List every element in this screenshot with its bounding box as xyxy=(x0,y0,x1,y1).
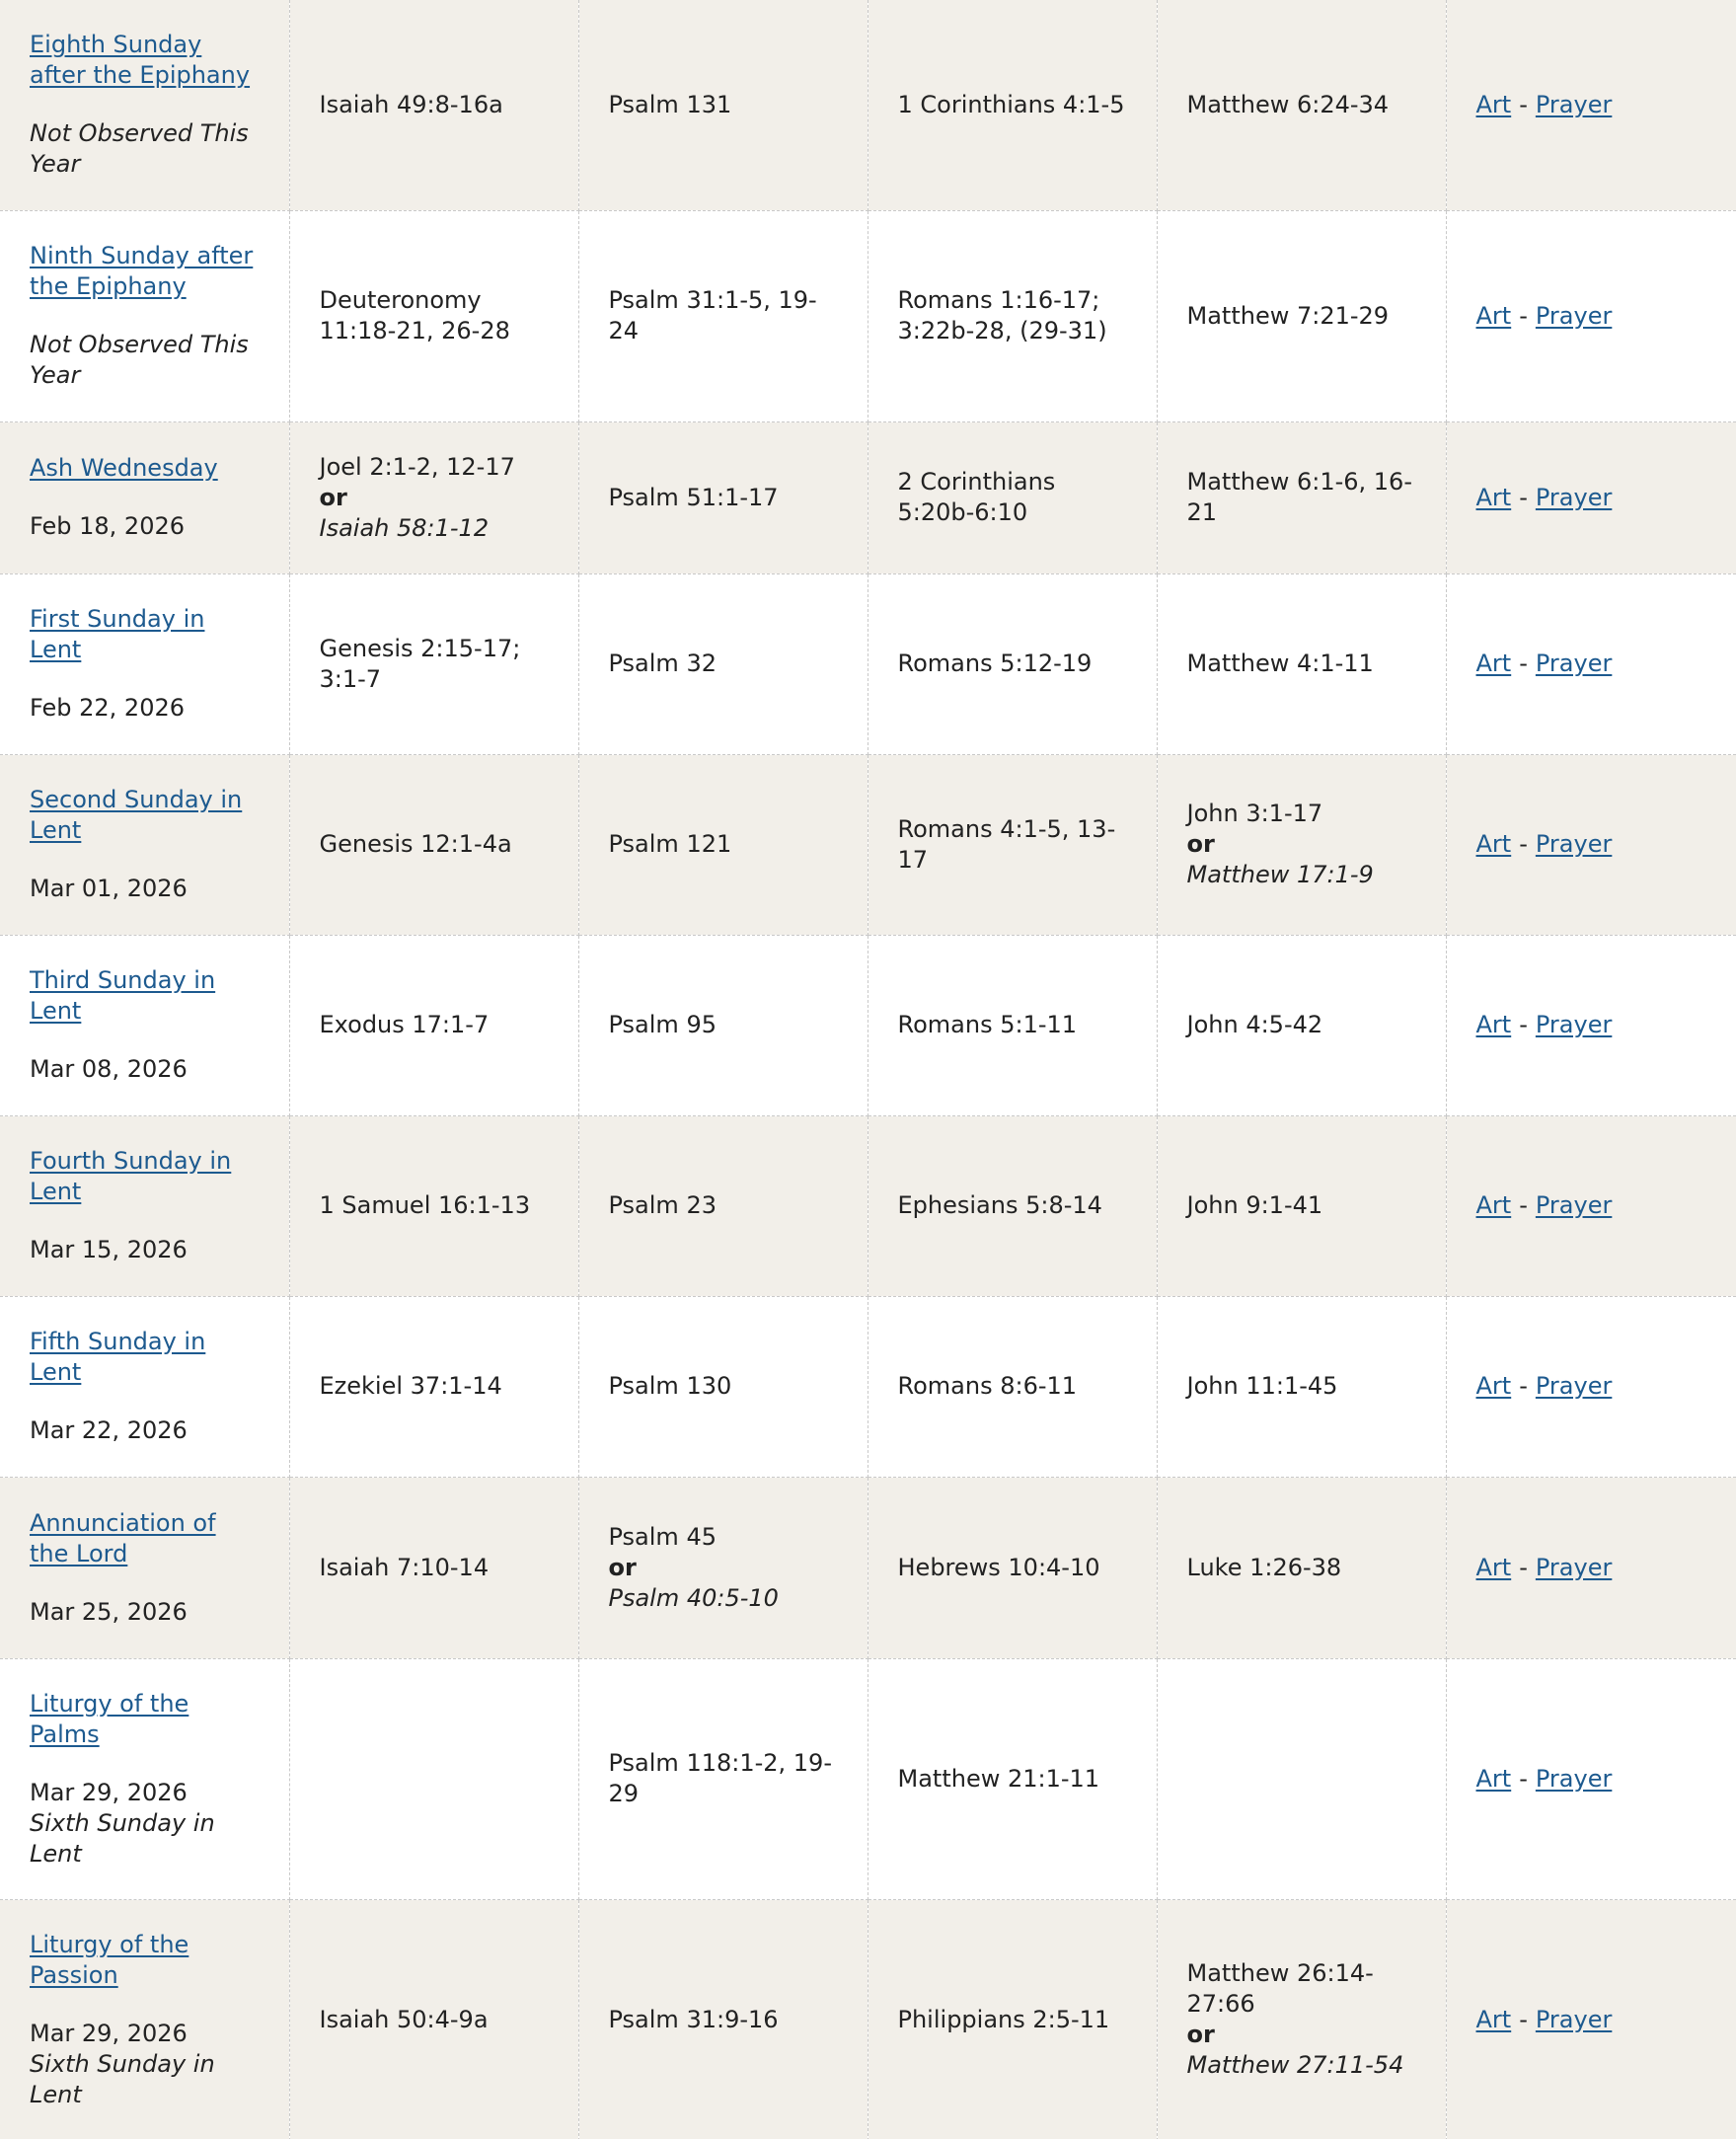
gospel-cell xyxy=(1157,210,1446,421)
day-cell xyxy=(0,1899,289,2139)
second-reading: Romans 1:16-17; 3:22b-28, (29-31) xyxy=(897,286,1107,344)
day-link[interactable]: Fifth Sunday in Lent xyxy=(30,1328,206,1386)
psalm-reading: Psalm 131 xyxy=(608,90,732,118)
day-note: Sixth Sunday in Lent xyxy=(30,1808,215,1868)
first-reading: Genesis 12:1-4a xyxy=(319,830,512,858)
second-reading: 1 Corinthians 4:1-5 xyxy=(897,90,1125,118)
resources-cell xyxy=(1446,935,1736,1115)
prayer-link[interactable]: Prayer xyxy=(1535,649,1613,677)
second-reading-cell xyxy=(868,421,1157,573)
prayer-link[interactable]: Prayer xyxy=(1535,90,1613,118)
prayer-link[interactable]: Prayer xyxy=(1535,483,1613,511)
resources-cell xyxy=(1446,1296,1736,1477)
day-link[interactable]: Annunciation of the Lord xyxy=(30,1508,216,1567)
table-row xyxy=(0,1477,1736,1658)
resources-cell xyxy=(1446,421,1736,573)
day-note: Not Observed This Year xyxy=(30,331,249,389)
table-row xyxy=(0,1658,1736,1899)
first-reading: Genesis 2:15-17; 3:1-7 xyxy=(319,634,521,693)
gospel-cell xyxy=(1157,754,1446,935)
psalm-cell xyxy=(578,1899,868,2139)
day-link[interactable]: Eighth Sunday after the Epiphany xyxy=(30,31,251,90)
first-reading-cell xyxy=(289,0,578,210)
art-link[interactable]: Art xyxy=(1475,830,1512,858)
table-row xyxy=(0,754,1736,935)
day-date: Feb 22, 2026 xyxy=(30,694,185,722)
psalm-reading: Psalm 118:1-2, 19-29 xyxy=(608,1749,832,1807)
day-link[interactable]: Second Sunday in Lent xyxy=(30,786,243,844)
day-date: Mar 29, 2026 xyxy=(30,1778,188,1806)
day-cell xyxy=(0,1296,289,1477)
day-date: Mar 08, 2026 xyxy=(30,1055,188,1083)
second-reading: 2 Corinthians 5:20b-6:10 xyxy=(897,468,1056,526)
second-reading-cell xyxy=(868,1899,1157,2139)
second-reading: Romans 8:6-11 xyxy=(897,1372,1078,1400)
second-reading-cell xyxy=(868,754,1157,935)
art-link[interactable]: Art xyxy=(1475,483,1512,511)
gospel-reading: Matthew 26:14-27:66 xyxy=(1186,1959,1374,2018)
second-reading: Hebrews 10:4-10 xyxy=(897,1553,1100,1581)
first-reading-cell xyxy=(289,1477,578,1658)
gospel-cell xyxy=(1157,0,1446,210)
art-link[interactable]: Art xyxy=(1475,1553,1512,1581)
day-cell xyxy=(0,1115,289,1296)
psalm-reading: Psalm 51:1-17 xyxy=(608,483,779,511)
psalm-reading: Psalm 121 xyxy=(608,830,732,858)
psalm-cell xyxy=(578,935,868,1115)
link-separator: - xyxy=(1519,1372,1528,1400)
psalm-reading: Psalm 23 xyxy=(608,1191,717,1219)
second-reading-cell xyxy=(868,1115,1157,1296)
table-row xyxy=(0,421,1736,573)
second-reading-cell xyxy=(868,935,1157,1115)
day-note: Sixth Sunday in Lent xyxy=(30,2049,215,2108)
art-link[interactable]: Art xyxy=(1475,1764,1512,1793)
second-reading: Romans 5:1-11 xyxy=(897,1011,1078,1038)
first-reading-cell xyxy=(289,1658,578,1899)
gospel-reading: John 3:1-17 xyxy=(1186,800,1323,827)
day-cell xyxy=(0,210,289,421)
resources-cell xyxy=(1446,573,1736,754)
second-reading: Ephesians 5:8-14 xyxy=(897,1191,1102,1219)
art-link[interactable]: Art xyxy=(1475,90,1512,118)
link-separator: - xyxy=(1519,649,1528,677)
psalm-reading: Psalm 31:9-16 xyxy=(608,2005,779,2033)
table-row xyxy=(0,573,1736,754)
alternate-reading: Psalm 40:5-10 xyxy=(608,1583,779,1612)
day-date: Mar 15, 2026 xyxy=(30,1236,188,1263)
gospel-cell xyxy=(1157,1115,1446,1296)
psalm-cell xyxy=(578,1477,868,1658)
gospel-cell xyxy=(1157,421,1446,573)
gospel-reading: Matthew 7:21-29 xyxy=(1186,301,1390,330)
day-date: Mar 22, 2026 xyxy=(30,1416,188,1444)
second-reading: Philippians 2:5-11 xyxy=(897,2005,1110,2033)
day-link[interactable]: Fourth Sunday in Lent xyxy=(30,1147,232,1205)
first-reading: Isaiah 7:10-14 xyxy=(319,1553,490,1581)
first-reading-cell xyxy=(289,1899,578,2139)
day-cell xyxy=(0,573,289,754)
gospel-cell xyxy=(1157,1477,1446,1658)
table-row xyxy=(0,1899,1736,2139)
gospel-reading: Matthew 4:1-11 xyxy=(1186,649,1374,677)
resources-cell xyxy=(1446,1477,1736,1658)
psalm-reading: Psalm 31:1-5, 19-24 xyxy=(608,286,817,344)
resources-cell xyxy=(1446,1899,1736,2139)
or-label: or xyxy=(319,483,347,511)
day-date: Mar 25, 2026 xyxy=(30,1597,188,1626)
psalm-cell xyxy=(578,573,868,754)
table-row xyxy=(0,1115,1736,1296)
first-reading: Ezekiel 37:1-14 xyxy=(319,1372,502,1400)
link-separator: - xyxy=(1519,301,1528,330)
art-link[interactable]: Art xyxy=(1475,649,1512,677)
second-reading: Matthew 21:1-11 xyxy=(897,1764,1100,1793)
second-reading-cell xyxy=(868,210,1157,421)
first-reading-cell xyxy=(289,1296,578,1477)
first-reading: Isaiah 49:8-16a xyxy=(319,90,503,118)
gospel-reading: Matthew 6:1-6, 16-21 xyxy=(1186,468,1412,526)
day-cell xyxy=(0,754,289,935)
prayer-link[interactable]: Prayer xyxy=(1535,1191,1613,1219)
first-reading-cell xyxy=(289,210,578,421)
gospel-reading: John 4:5-42 xyxy=(1186,1011,1323,1038)
psalm-cell xyxy=(578,1115,868,1296)
gospel-cell xyxy=(1157,573,1446,754)
gospel-cell xyxy=(1157,1296,1446,1477)
day-date: Mar 29, 2026 xyxy=(30,2019,188,2047)
link-separator: - xyxy=(1519,1553,1528,1581)
table-row xyxy=(0,210,1736,421)
day-note: Not Observed This Year xyxy=(30,119,249,179)
day-date: Mar 01, 2026 xyxy=(30,875,188,902)
day-date: Feb 18, 2026 xyxy=(30,512,185,540)
second-reading: Romans 5:12-19 xyxy=(897,649,1093,677)
day-link[interactable]: Third Sunday in Lent xyxy=(30,966,216,1025)
prayer-link[interactable]: Prayer xyxy=(1535,2005,1613,2033)
first-reading-cell xyxy=(289,935,578,1115)
day-cell xyxy=(0,935,289,1115)
gospel-cell xyxy=(1157,935,1446,1115)
day-link[interactable]: Ash Wednesday xyxy=(30,454,218,482)
first-reading: Isaiah 50:4-9a xyxy=(319,2005,489,2033)
alternate-reading: Isaiah 58:1-12 xyxy=(319,513,490,542)
resources-cell xyxy=(1446,0,1736,210)
first-reading-cell xyxy=(289,1115,578,1296)
second-reading-cell xyxy=(868,1477,1157,1658)
psalm-reading: Psalm 95 xyxy=(608,1011,717,1038)
or-label: or xyxy=(1186,830,1215,858)
psalm-cell xyxy=(578,1658,868,1899)
day-cell xyxy=(0,1477,289,1658)
or-label: or xyxy=(608,1553,637,1581)
link-separator: - xyxy=(1519,1764,1528,1793)
gospel-reading: Matthew 6:24-34 xyxy=(1186,90,1390,118)
link-separator: - xyxy=(1519,90,1528,118)
second-reading-cell xyxy=(868,1658,1157,1899)
art-link[interactable]: Art xyxy=(1475,2005,1512,2033)
day-link[interactable]: Liturgy of the Passion xyxy=(30,1930,189,1989)
gospel-reading: John 9:1-41 xyxy=(1186,1191,1323,1219)
psalm-reading: Psalm 130 xyxy=(608,1372,732,1400)
first-reading-cell xyxy=(289,421,578,573)
gospel-cell xyxy=(1157,1658,1446,1899)
alternate-reading: Matthew 17:1-9 xyxy=(1186,861,1374,888)
prayer-link[interactable]: Prayer xyxy=(1535,1553,1613,1581)
second-reading-cell xyxy=(868,573,1157,754)
link-separator: - xyxy=(1519,1011,1528,1038)
first-reading: Joel 2:1-2, 12-17 xyxy=(319,452,515,481)
day-cell xyxy=(0,1658,289,1899)
resources-cell xyxy=(1446,210,1736,421)
prayer-link[interactable]: Prayer xyxy=(1535,1764,1613,1793)
first-reading: Exodus 17:1-7 xyxy=(319,1011,490,1038)
first-reading: 1 Samuel 16:1-13 xyxy=(319,1191,531,1219)
gospel-reading: John 11:1-45 xyxy=(1186,1372,1338,1400)
psalm-cell xyxy=(578,421,868,573)
art-link[interactable]: Art xyxy=(1475,1191,1512,1219)
table-row xyxy=(0,1296,1736,1477)
alternate-reading: Matthew 27:11-54 xyxy=(1186,2051,1404,2079)
resources-cell xyxy=(1446,1115,1736,1296)
second-reading-cell xyxy=(868,0,1157,210)
day-cell xyxy=(0,0,289,210)
resources-cell xyxy=(1446,1658,1736,1899)
psalm-reading: Psalm 32 xyxy=(608,649,717,677)
link-separator: - xyxy=(1519,1191,1528,1219)
table-row xyxy=(0,0,1736,210)
day-link[interactable]: Ninth Sunday after the Epiphany xyxy=(30,242,254,300)
art-link[interactable]: Art xyxy=(1475,1372,1512,1400)
prayer-link[interactable]: Prayer xyxy=(1535,301,1613,330)
day-link[interactable]: Liturgy of the Palms xyxy=(30,1689,189,1748)
psalm-cell xyxy=(578,210,868,421)
link-separator: - xyxy=(1519,2005,1528,2033)
gospel-reading: Luke 1:26-38 xyxy=(1186,1553,1342,1581)
or-label: or xyxy=(1186,2021,1215,2048)
gospel-cell xyxy=(1157,1899,1446,2139)
first-reading-cell xyxy=(289,754,578,935)
psalm-reading: Psalm 45 xyxy=(608,1522,717,1551)
psalm-cell xyxy=(578,0,868,210)
first-reading-cell xyxy=(289,573,578,754)
link-separator: - xyxy=(1519,483,1528,511)
day-cell xyxy=(0,421,289,573)
link-separator: - xyxy=(1519,830,1528,858)
art-link[interactable]: Art xyxy=(1475,1011,1512,1038)
prayer-link[interactable]: Prayer xyxy=(1535,830,1613,858)
prayer-link[interactable]: Prayer xyxy=(1535,1372,1613,1400)
prayer-link[interactable]: Prayer xyxy=(1535,1011,1613,1038)
table-row xyxy=(0,935,1736,1115)
art-link[interactable]: Art xyxy=(1475,301,1512,330)
first-reading: Deuteronomy 11:18-21, 26-28 xyxy=(319,286,510,344)
psalm-cell xyxy=(578,754,868,935)
second-reading-cell xyxy=(868,1296,1157,1477)
psalm-cell xyxy=(578,1296,868,1477)
day-link[interactable]: First Sunday in Lent xyxy=(30,605,205,663)
resources-cell xyxy=(1446,754,1736,935)
second-reading: Romans 4:1-5, 13-17 xyxy=(897,814,1116,874)
